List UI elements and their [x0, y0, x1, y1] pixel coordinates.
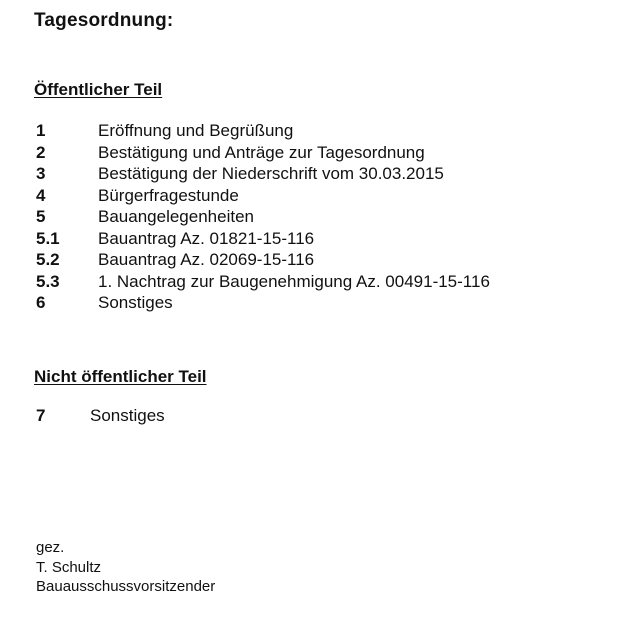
agenda-item-number: 5.3	[36, 271, 60, 291]
agenda-item	[36, 405, 165, 427]
signature-name: T. Schultz	[36, 558, 102, 576]
agenda-item	[36, 142, 490, 164]
agenda-item-text: Sonstiges	[90, 406, 165, 425]
agenda-item-text: Bauantrag Az. 01821-15-116	[98, 228, 315, 248]
agenda-item-text: 1. Nachtrag zur Baugenehmigung Az. 00491-15-116	[98, 271, 490, 291]
agenda-item-text: Bestätigung und Anträge zur Tagesordnung	[98, 142, 425, 162]
agenda-item-text: Bauantrag Az. 02069-15-116	[98, 250, 315, 269]
agenda-item-text: Bauangelegenheiten	[98, 207, 254, 226]
agenda-item-text: Bestätigung der Niederschrift vom 30.03.2015	[98, 164, 444, 183]
agenda-item-text: Eröffnung und Begrüßung	[98, 121, 294, 140]
signature-block	[36, 538, 215, 597]
agenda-item-number: 5.1	[36, 228, 60, 248]
agenda-item-number: 2	[36, 142, 46, 162]
agenda-item	[36, 206, 490, 228]
agenda-item-number: 4	[36, 185, 46, 205]
document-title: Tagesordnung:	[34, 10, 174, 31]
signature-gez: gez.	[36, 539, 65, 556]
agenda-item-number: 5.2	[36, 250, 60, 269]
agenda-item-number: 3	[36, 164, 46, 183]
agenda-item-number: 6	[36, 293, 46, 312]
agenda-item-number: 5	[36, 207, 46, 226]
agenda-item	[36, 249, 490, 271]
signature-role: Bauausschussvorsitzender	[36, 578, 216, 595]
agenda-item	[36, 163, 490, 185]
section-heading-public: Öffentlicher Teil	[34, 80, 163, 99]
agenda-item	[36, 271, 490, 293]
agenda-item	[36, 185, 490, 207]
agenda-list-public	[36, 120, 490, 314]
agenda-item-number: 1	[36, 121, 46, 140]
agenda-item	[36, 292, 490, 314]
agenda-item-text: Bürgerfragestunde	[98, 185, 239, 205]
agenda-item-text: Sonstiges	[98, 293, 173, 312]
section-heading-private: Nicht öffentlicher Teil	[34, 367, 207, 386]
agenda-item	[36, 120, 490, 142]
agenda-list-private	[36, 405, 165, 427]
agenda-item-number: 7	[36, 406, 46, 425]
agenda-item	[36, 228, 490, 250]
